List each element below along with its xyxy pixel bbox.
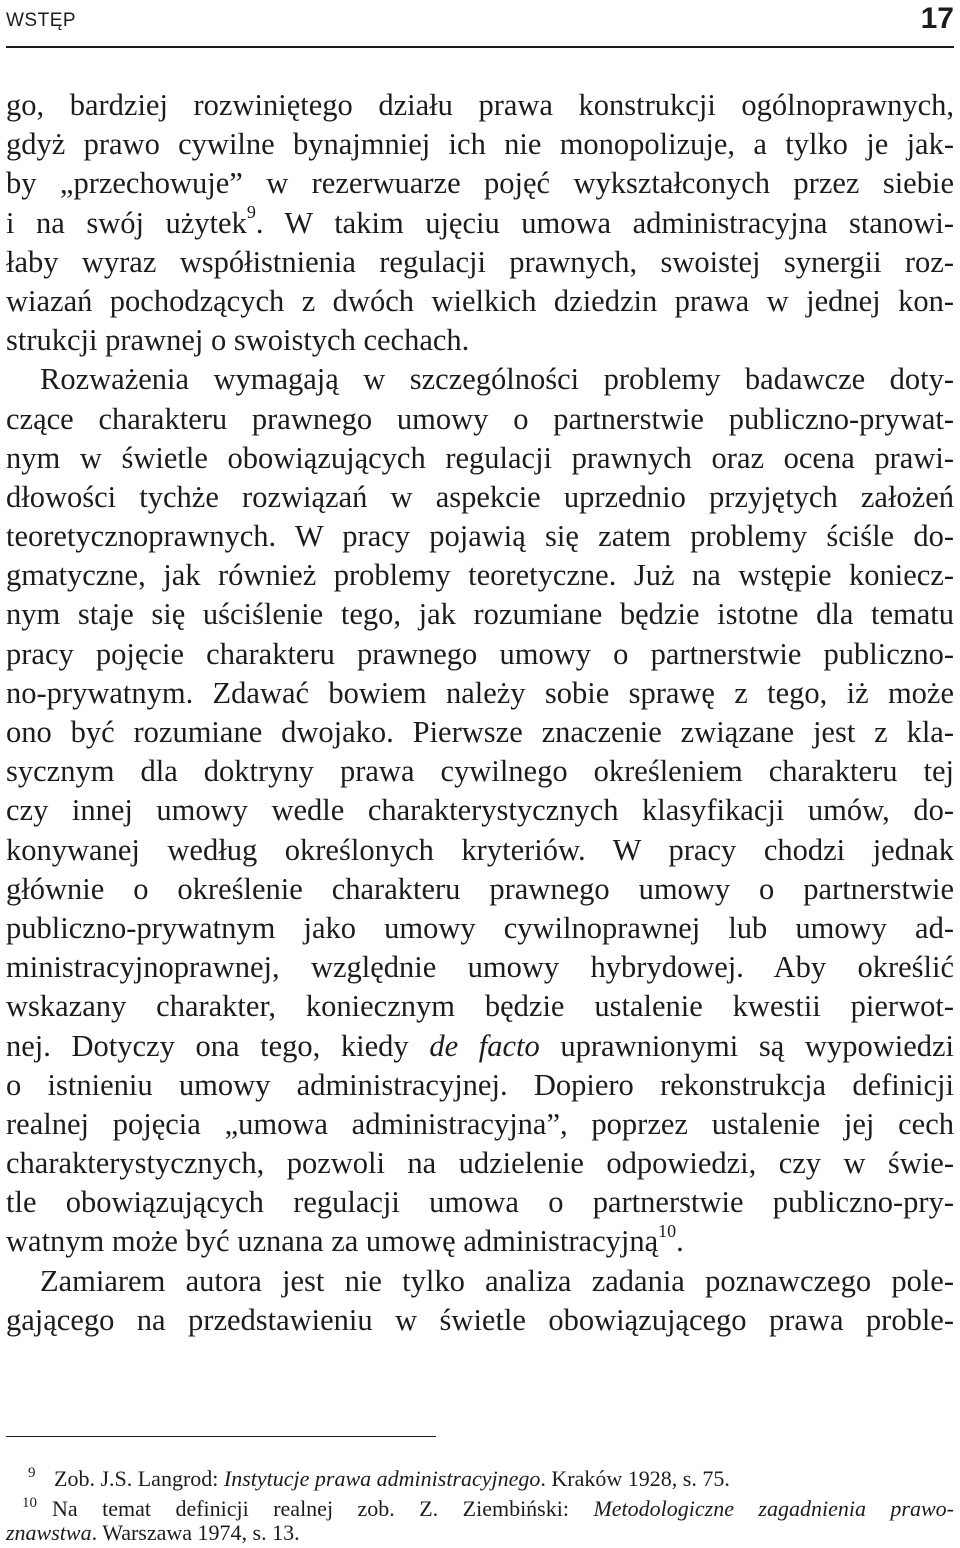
- page-number: 17: [920, 2, 954, 35]
- text-line: dłowości tychże rozwiązań w aspekcie uprzednio przyjętych założeń: [6, 479, 954, 514]
- text-fragment: nej. Dotyczy ona tego, kiedy: [6, 1028, 430, 1063]
- text-fragment: i na swój użytek: [6, 205, 247, 240]
- text-fragment: . W takim ujęciu umowa administracyjna stanowi-: [255, 205, 954, 240]
- text-line: [6, 204, 954, 243]
- text-line: nym staje się uściślenie tego, jak rozumiane będzie istotne dla tematu: [6, 597, 954, 632]
- text-line: o istnieniu umowy administracyjnej. Dopiero rekonstrukcja definicji: [6, 1067, 954, 1102]
- footnote-9: [6, 1458, 954, 1491]
- footnote-reference: 10: [658, 1221, 677, 1242]
- text-line: publiczno-prywatnym jako umowy cywilnoprawnej lub umowy ad-: [6, 910, 954, 945]
- text-line: konywanej według określonych kryteriów. W pracy chodzi jednak: [6, 832, 954, 867]
- chapter-title: WSTĘP: [6, 10, 77, 31]
- text-line: by „przechowuje” w rezerwuarze pojęć wykształconych przez siebie: [6, 166, 954, 201]
- text-line: realnej pojęcia „umowa administracyjna”, poprzez ustalenie jej cech: [6, 1106, 954, 1141]
- footnote-reference: 9: [246, 202, 256, 223]
- text-line: [6, 1027, 954, 1066]
- text-line: [6, 1222, 954, 1261]
- footnote-title: Metodologiczne zagadnienia prawo-: [593, 1496, 954, 1521]
- text-line: czące charakteru prawnego umowy o partnerstwie publiczno-prywat-: [6, 401, 954, 436]
- text-line: ono być rozumiane dwojako. Pierwsze znaczenie związane jest z kla-: [6, 715, 954, 749]
- text-line: czy innej umowy wedle charakterystycznych klasyfikacji umów, do-: [6, 793, 954, 828]
- footnote-separator: [6, 1436, 436, 1437]
- text-line: tle obowiązujących regulacji umowa o partnerstwie publiczno-pry-: [6, 1185, 954, 1220]
- footnote-10: [6, 1488, 954, 1521]
- footnotes: [6, 1458, 954, 1548]
- paragraph-start-line: Rozważenia wymagają w szczególności problemy badawcze doty-: [40, 362, 954, 397]
- text-line: gdyż prawo cywilne bynajmniej ich nie monopolizuje, a tylko je jak-: [6, 127, 954, 162]
- footnote-text: Zob. J.S. Langrod:: [54, 1466, 224, 1491]
- text-line: charakterystycznych, pozwoli na udzielenie odpowiedzi, czy w świe-: [6, 1146, 954, 1181]
- footnote-title: znawstwa: [6, 1520, 92, 1545]
- text-line: łaby wyraz współistnienia regulacji prawnych, swoistej synergii roz-: [6, 244, 954, 279]
- text-line: strukcji prawnej o swoistych cechach.: [6, 323, 470, 358]
- text-fragment: .: [676, 1224, 684, 1259]
- footnote-text: . Kraków 1928, s. 75.: [540, 1466, 730, 1491]
- text-line: gającego na przedstawieniu w świetle obowiązującego prawa proble-: [6, 1302, 954, 1337]
- footnote-10-continued: [6, 1518, 954, 1548]
- text-line: wiazań pochodzących z dwóch wielkich dziedzin prawa w jednej kon-: [6, 283, 954, 318]
- text-line: no-prywatnym. Zdawać bowiem należy sobie sprawę z tego, iż może: [6, 675, 954, 710]
- text-line: nym w świetle obowiązujących regulacji prawnych oraz ocena prawi-: [6, 440, 954, 475]
- text-fragment: uprawnionymi są wypowiedzi: [539, 1028, 954, 1063]
- footnote-number: 10: [22, 1495, 37, 1511]
- footnote-text: Na temat definicji realnej zob. Z. Ziembiński:: [52, 1496, 594, 1521]
- paragraph-start-line: Zamiarem autora jest nie tylko analiza zadania poznawczego pole-: [40, 1263, 954, 1298]
- body-text: [6, 86, 954, 1340]
- footnote-title: Instytucje prawa administracyjnego: [223, 1466, 541, 1491]
- italic-term: de facto: [429, 1028, 540, 1063]
- text-line: głównie o określenie charakteru prawnego umowy o partnerstwie: [6, 871, 954, 906]
- text-line: go, bardziej rozwiniętego działu prawa konstrukcji ogólnoprawnych,: [6, 88, 954, 122]
- footnote-text: . Warszawa 1974, s. 13.: [91, 1520, 300, 1545]
- text-line: wskazany charakter, koniecznym będzie ustalenie kwestii pierwot-: [6, 989, 954, 1024]
- footnote-number: 9: [28, 1465, 36, 1481]
- text-line: ministracyjnoprawnej, względnie umowy hybrydowej. Aby określić: [6, 950, 954, 985]
- text-line: teoretycznoprawnych. W pracy pojawią się zatem problemy ściśle do-: [6, 519, 954, 554]
- text-line: gmatyczne, jak również problemy teoretyczne. Już na wstępie koniecz-: [6, 558, 954, 593]
- text-fragment: watnym może być uznana za umowę administracyjną: [6, 1224, 659, 1259]
- text-line: sycznym dla doktryny prawa cywilnego określeniem charakteru tej: [6, 754, 954, 789]
- running-header: [6, 0, 954, 48]
- text-line: pracy pojęcie charakteru prawnego umowy o partnerstwie publiczno-: [6, 636, 954, 671]
